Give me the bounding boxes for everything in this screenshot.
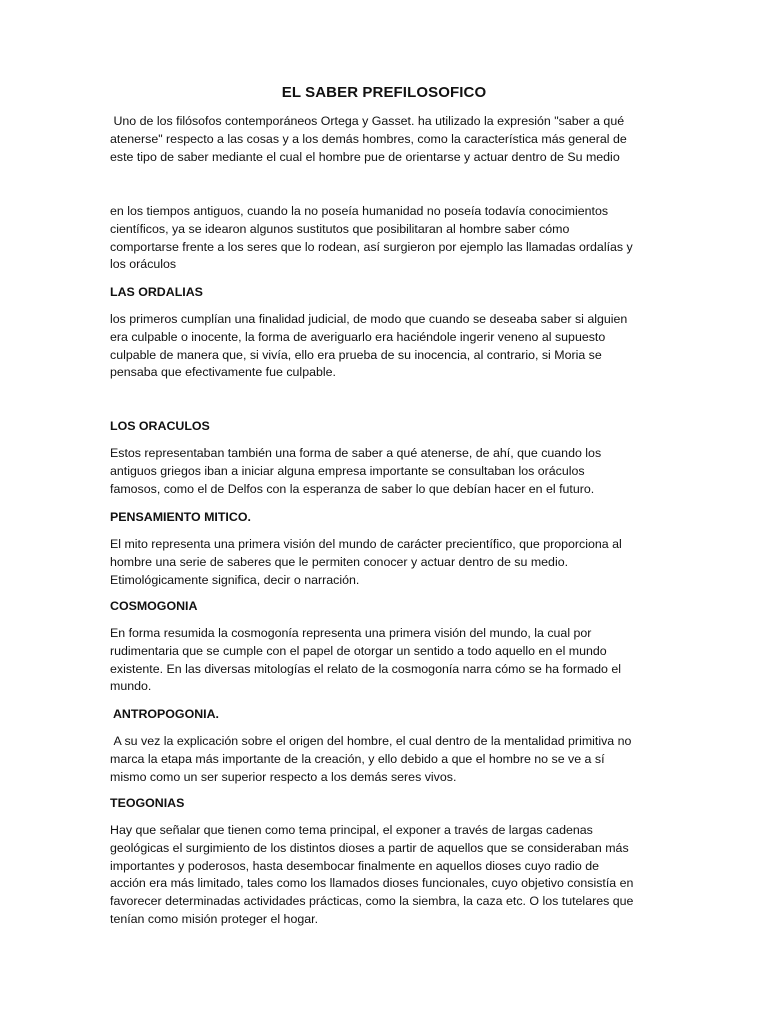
section-heading-pensamiento-mitico: PENSAMIENTO MITICO.: [110, 510, 251, 524]
section-heading-antropogonia: ANTROPOGONIA.: [110, 707, 219, 721]
section-body-oraculos: Estos representaban también una forma de saber a qué atenerse, de ahí, que cuando los antiguos griegos iban a iniciar alguna empresa importante se consultaban los oráculos famosos, como el de Delfos con la esperanza de saber lo que debían hacer en el futuro.: [110, 446, 602, 496]
intro-paragraph: Uno de los filósofos contemporáneos Ortega y Gasset. ha utilizado la expresión "saber a qué atenerse" respecto a las cosas y a los demás hombres, como la característica más general de este tipo de saber mediante el cual el hombre pue de orientarse y actuar dentro de Su medio: [110, 114, 627, 164]
section-body-pensamiento-mitico: El mito representa una primera visión del mundo de carácter precientífico, que proporciona al hombre una serie de saberes que le permiten conocer y actuar dentro de su medio. Etimológicamente significa, decir o narración.: [110, 537, 622, 587]
section-heading-oraculos: LOS ORACULOS: [110, 419, 210, 433]
section-body-teogonias: Hay que señalar que tienen como tema principal, el exponer a través de largas cadenas geológicas el surgimiento de los distintos dioses a partir de aquellos que se consideraban más importantes y poderosos, hasta desembocar finalmente en aquellos dioses cuyo radio de acción era más limitado, tales como los llamados dioses funcionales, cuyo objetivo consistía en favorecer determinadas actividades prácticas, como la siembra, la caza etc. O los tutelares que tenían como misión proteger el hogar.: [110, 823, 634, 926]
section-heading-teogonias: TEOGONIAS: [110, 796, 185, 810]
section-body-antropogonia: A su vez la explicación sobre el origen del hombre, el cual dentro de la mentalidad primitiva no marca la etapa más importante de la creación, y ello debido a que el hombre no se ve a sí mismo como un ser superior respecto a los demás seres vivos.: [110, 734, 632, 784]
section-body-ordalias: los primeros cumplían una finalidad judicial, de modo que cuando se deseaba saber si alguien era culpable o inocente, la forma de averiguarlo era haciéndole ingerir veneno al supuesto culpable de manera que, si vivía, ello era prueba de su inocencia, al contrario, si Moria se pensaba que efectivamente fue culpable.: [110, 312, 628, 380]
document-title: EL SABER PREFILOSOFICO: [281, 84, 487, 101]
section-heading-ordalias: LAS ORDALIAS: [110, 285, 203, 299]
section-body-cosmogonia: En forma resumida la cosmogonía representa una primera visión del mundo, la cual por rudimentaria que se cumple con el papel de otorgar un sentido a todo aquello en el mundo existente. En las diversas mitologías el relato de la cosmogonía narra cómo se ha formado el mundo.: [110, 626, 622, 694]
ancient-times-paragraph: en los tiempos antiguos, cuando la no poseía humanidad no poseía todavía conocimientos científicos, ya se idearon algunos sustitutos que posibilitaran al hombre saber cómo comportarse frente a los seres que lo rodean, así surgieron por ejemplo las llamadas ordalías y los oráculos: [110, 204, 633, 272]
section-heading-cosmogonia: COSMOGONIA: [110, 599, 198, 613]
